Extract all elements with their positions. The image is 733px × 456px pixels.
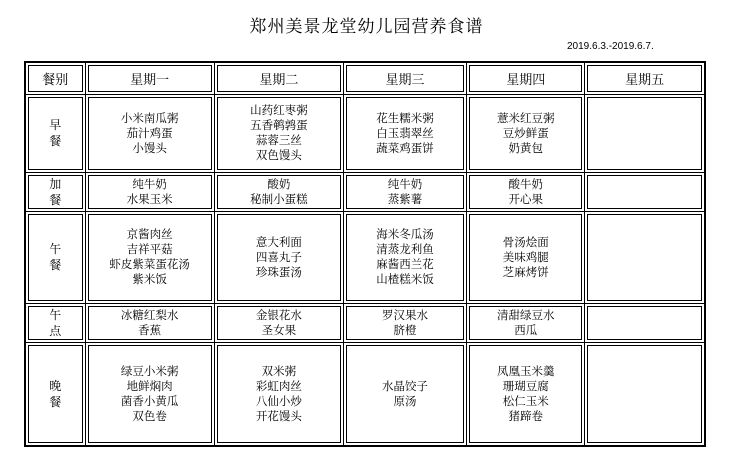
dish-item: 双色馒头 bbox=[255, 148, 302, 162]
dish-item: 水晶饺子 bbox=[382, 378, 429, 393]
menu-cell bbox=[214, 94, 343, 172]
dish-item: 绿豆小米粥 bbox=[120, 363, 179, 378]
table-row bbox=[25, 211, 705, 303]
dish-item: 双色卷 bbox=[132, 408, 167, 423]
dish-item: 山药红枣粥 bbox=[250, 103, 308, 117]
page-title: 郑州美景龙堂幼儿园营养食谱 bbox=[249, 17, 484, 37]
dish-item: 京酱肉丝 bbox=[126, 227, 173, 241]
dish-item: 清蒸龙利鱼 bbox=[376, 242, 434, 256]
dish-item: 四喜丸子 bbox=[255, 249, 302, 264]
menu-cell bbox=[214, 303, 343, 342]
menu-cell bbox=[585, 211, 705, 303]
dish-item: 凤凰玉米羹 bbox=[496, 363, 555, 378]
menu-cell bbox=[343, 342, 466, 446]
table-row bbox=[25, 303, 705, 342]
table-row bbox=[25, 172, 705, 211]
meal-label-char: 午 bbox=[49, 307, 62, 322]
meal-label-char: 餐 bbox=[49, 134, 62, 148]
dish-item: 西瓜 bbox=[514, 322, 538, 337]
dish-item: 松仁玉米 bbox=[502, 393, 549, 408]
dish-item: 开花馒头 bbox=[255, 408, 302, 423]
dish-item: 芝麻烤饼 bbox=[502, 264, 549, 279]
date-range: 2019.6.3.-2019.6.7. bbox=[567, 41, 654, 52]
meal-label-char: 加 bbox=[49, 176, 62, 191]
meal-label-char: 晚 bbox=[49, 378, 62, 393]
header-cell-thursday: 星期四 bbox=[467, 62, 585, 94]
dish-item: 清甜绿豆水 bbox=[496, 307, 555, 322]
dish-item: 彩虹肉丝 bbox=[255, 378, 302, 393]
dish-item: 麻酱西兰花 bbox=[376, 257, 434, 271]
menu-cell bbox=[467, 172, 585, 211]
dish-item: 吉祥平菇 bbox=[126, 242, 173, 256]
header-cell-meal: 餐别 bbox=[25, 62, 85, 94]
meal-label-cell bbox=[25, 94, 85, 172]
menu-cell bbox=[343, 211, 466, 303]
meal-label-cell bbox=[25, 342, 85, 446]
menu-cell bbox=[214, 172, 343, 211]
menu-cell bbox=[85, 94, 214, 172]
dish-item: 五香鹌鹑蛋 bbox=[250, 118, 308, 132]
dish-item: 美味鸡腿 bbox=[502, 249, 549, 264]
menu-cell bbox=[85, 172, 214, 211]
dish-item: 脐橙 bbox=[393, 322, 417, 337]
meal-label-char: 餐 bbox=[49, 258, 62, 272]
meal-label-char: 点 bbox=[49, 323, 62, 338]
menu-cell bbox=[585, 172, 705, 211]
menu-cell bbox=[214, 211, 343, 303]
menu-cell bbox=[85, 211, 214, 303]
dish-item: 茄汁鸡蛋 bbox=[126, 125, 173, 140]
dish-item: 纯牛奶 bbox=[132, 176, 167, 191]
dish-item: 原汤 bbox=[393, 393, 417, 408]
menu-cell bbox=[85, 342, 214, 446]
menu-cell bbox=[467, 94, 585, 172]
dish-item: 小馒头 bbox=[132, 140, 167, 155]
dish-item: 珍珠蛋汤 bbox=[255, 264, 302, 279]
meal-label-char: 餐 bbox=[49, 394, 62, 409]
dish-item: 猪蹄卷 bbox=[508, 408, 543, 423]
meal-label-cell bbox=[25, 211, 85, 303]
dish-item: 小米南瓜粥 bbox=[120, 110, 179, 125]
dish-item: 水果玉米 bbox=[126, 191, 173, 206]
menu-cell bbox=[214, 342, 343, 446]
dish-item: 酸牛奶 bbox=[508, 176, 543, 191]
dish-item: 蒜蓉三丝 bbox=[255, 133, 302, 147]
dish-item: 花生糯米粥 bbox=[376, 110, 434, 125]
menu-cell bbox=[585, 303, 705, 342]
dish-item: 意大利面 bbox=[255, 234, 302, 249]
menu-cell bbox=[343, 94, 466, 172]
meal-label-char: 午 bbox=[49, 242, 62, 256]
dish-item: 八仙小炒 bbox=[255, 393, 302, 408]
dish-item: 白玉翡翠丝 bbox=[376, 125, 434, 140]
dish-item: 圣女果 bbox=[261, 322, 297, 337]
menu-table bbox=[24, 61, 706, 447]
dish-item: 海米冬瓜汤 bbox=[376, 227, 434, 241]
table-row bbox=[25, 342, 705, 446]
menu-cell bbox=[343, 172, 466, 211]
menu-cell bbox=[85, 303, 214, 342]
dish-item: 金银花水 bbox=[255, 307, 302, 322]
dish-item: 地鲜焖肉 bbox=[126, 378, 173, 393]
meal-label-cell bbox=[25, 303, 85, 342]
menu-cell bbox=[467, 342, 585, 446]
menu-cell bbox=[585, 94, 705, 172]
dish-item: 酸奶 bbox=[267, 176, 291, 191]
dish-item: 纯牛奶 bbox=[387, 176, 423, 191]
dish-item: 蔬菜鸡蛋饼 bbox=[376, 140, 434, 155]
table-row bbox=[25, 94, 705, 172]
dish-item: 紫米饭 bbox=[132, 272, 167, 286]
header-row bbox=[25, 62, 705, 94]
dish-item: 蒸紫薯 bbox=[387, 191, 423, 206]
menu-cell bbox=[585, 342, 705, 446]
dish-item: 虾皮紫菜蛋花汤 bbox=[109, 257, 190, 271]
menu-cell bbox=[467, 303, 585, 342]
meal-label-cell bbox=[25, 172, 85, 211]
dish-item: 双米粥 bbox=[261, 363, 297, 378]
dish-item: 罗汉果水 bbox=[382, 307, 429, 322]
meal-label-char: 早 bbox=[49, 118, 62, 132]
dish-item: 开心果 bbox=[508, 191, 543, 206]
dish-item: 香蕉 bbox=[138, 322, 162, 337]
header-cell-tuesday: 星期二 bbox=[214, 62, 343, 94]
dish-item: 珊瑚豆腐 bbox=[502, 378, 549, 393]
dish-item: 豆炒鲜蛋 bbox=[502, 125, 549, 140]
dish-item: 薏米红豆粥 bbox=[496, 110, 555, 125]
header-cell-friday: 星期五 bbox=[585, 62, 705, 94]
header-cell-monday: 星期一 bbox=[85, 62, 214, 94]
dish-item: 骨汤烩面 bbox=[502, 234, 549, 249]
header-cell-wednesday: 星期三 bbox=[343, 62, 466, 94]
meal-label-char: 餐 bbox=[49, 192, 62, 207]
dish-item: 菌香小黄瓜 bbox=[120, 393, 179, 408]
menu-cell bbox=[343, 303, 466, 342]
dish-item: 奶黄包 bbox=[508, 140, 543, 155]
dish-item: 冰糖红梨水 bbox=[120, 307, 179, 322]
dish-item: 山楂糕米饭 bbox=[376, 272, 434, 286]
dish-item: 秘制小蛋糕 bbox=[250, 191, 308, 206]
menu-cell bbox=[467, 211, 585, 303]
